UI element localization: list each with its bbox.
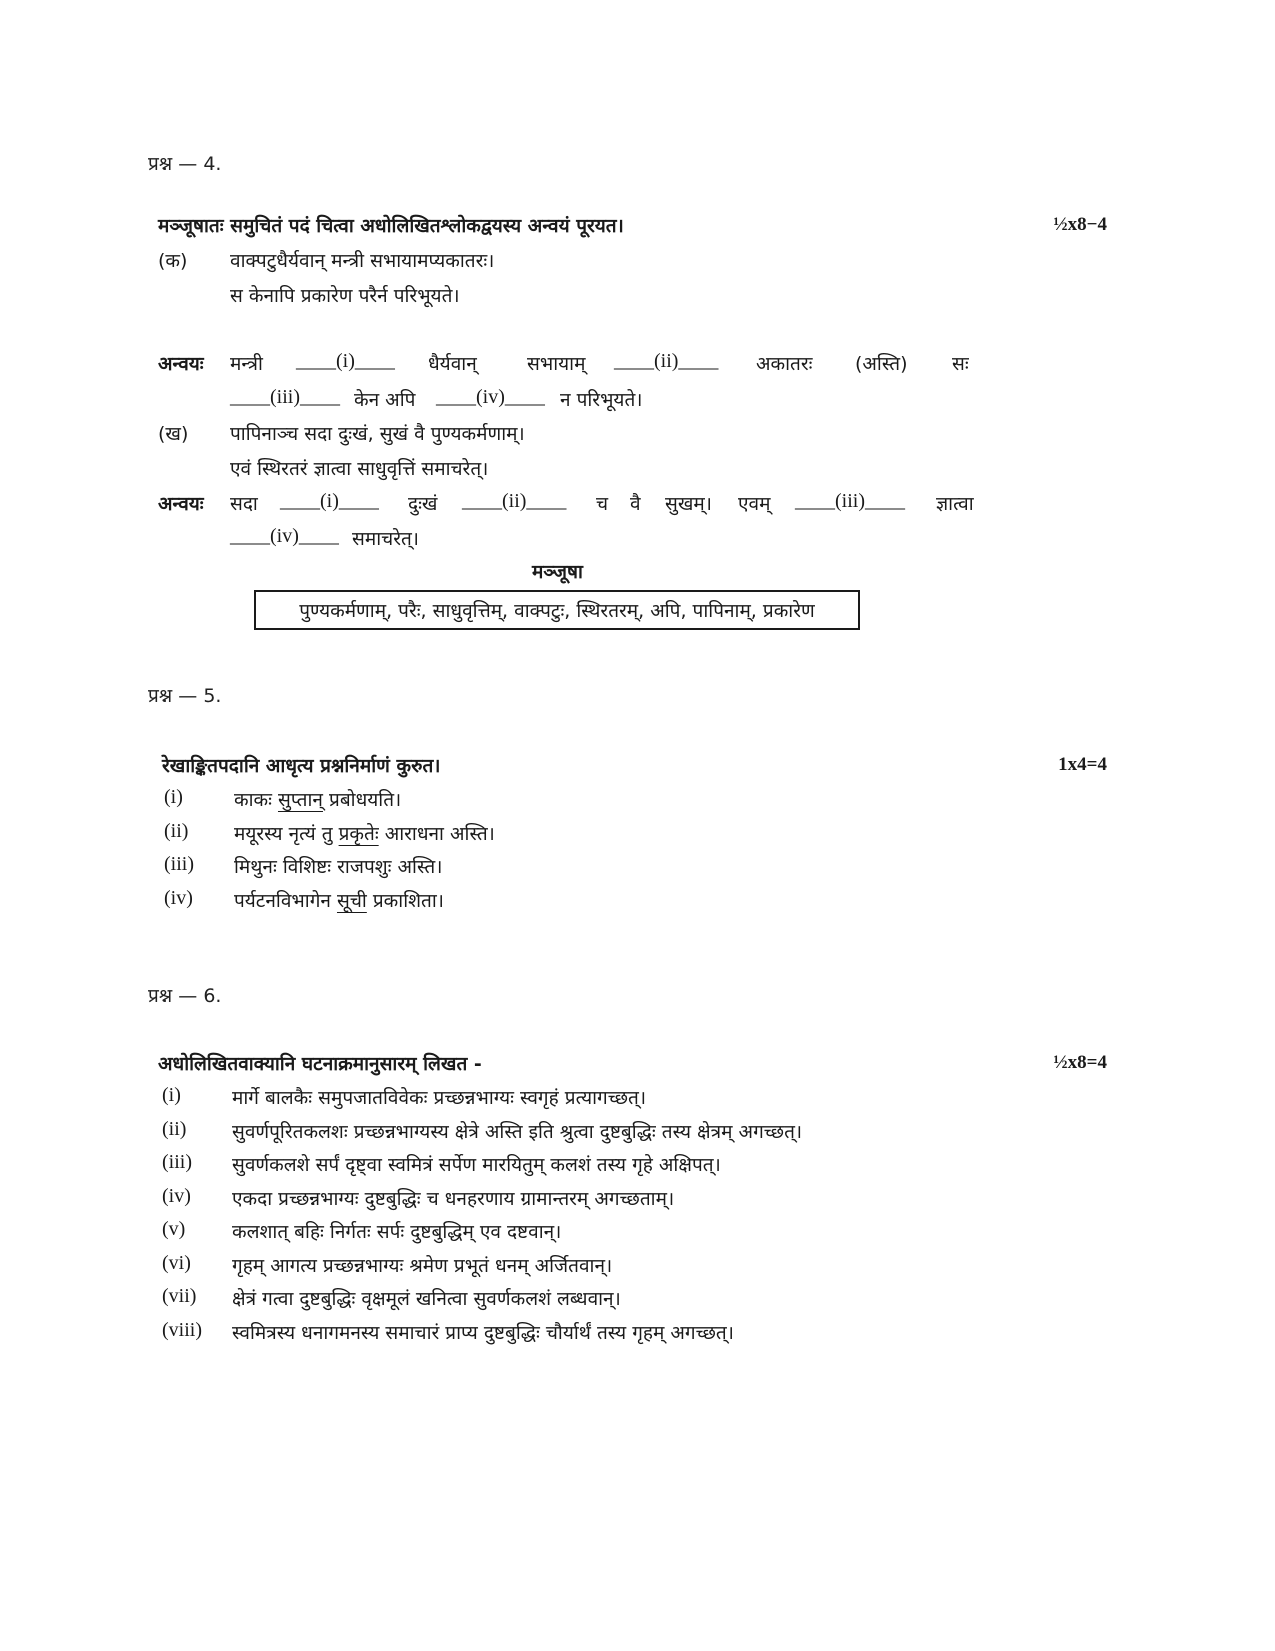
q4-anvaya1-word: धैर्यवान् bbox=[428, 353, 477, 375]
q4-marks: ½x8−4 bbox=[1053, 214, 1107, 235]
q4-anvaya2-blank-i: ____(i)____ bbox=[280, 490, 379, 512]
q4-anvaya1-word: सः bbox=[952, 353, 969, 375]
q5-item-text: मयूरस्य नृत्यं तु bbox=[234, 823, 339, 845]
q4-anvaya1-word: सभायाम् bbox=[527, 353, 586, 375]
q5-item-number: (iii) bbox=[164, 853, 194, 875]
q5-item-text: विशिष्टः राजपशुः अस्ति। bbox=[282, 856, 443, 878]
q5-item-number: (iv) bbox=[164, 887, 193, 909]
q4-anvaya2-label: अन्वयः bbox=[158, 493, 204, 515]
q4-anvaya2-blank-iv: ____(iv)____ bbox=[230, 525, 339, 547]
q5-item-text: मिथुनः bbox=[234, 856, 283, 878]
q5-item-text: प्रबोधयति। bbox=[322, 789, 402, 811]
q6-item-number: (v) bbox=[162, 1218, 186, 1240]
q4-kha-label: (ख) bbox=[158, 423, 189, 445]
q6-instruction: अधोलिखितवाक्यानि घटनाक्रमानुसारम् लिखत - bbox=[158, 1053, 482, 1075]
q6-item-sentence: कलशात् बहिः निर्गतः सर्पः दुष्टबुद्धिम् एव दष्टवान्। bbox=[232, 1221, 562, 1243]
q4-anvaya1-blank-iii: ____(iii)____ bbox=[230, 386, 340, 408]
q4-anvaya1-word: न परिभूयते। bbox=[560, 389, 643, 411]
q6-item-sentence: स्वमित्रस्य धनागमनस्य समाचारं प्राप्य दुष्टबुद्धिः चौर्यार्थं तस्य गृहम् अगच्छत्। bbox=[232, 1322, 734, 1344]
q6-item-number: (vii) bbox=[162, 1285, 197, 1307]
q5-item-text: प्रकाशिता। bbox=[366, 890, 444, 912]
q4-anvaya2-word: समाचरेत्। bbox=[352, 528, 419, 550]
q4-anvaya2-word: ज्ञात्वा bbox=[936, 493, 974, 515]
q6-item-sentence: मार्गे बालकैः समुपजातविवेकः प्रच्छन्नभाग्यः स्वगृहं प्रत्यागच्छत्। bbox=[232, 1087, 647, 1109]
q5-marks: 1x4=4 bbox=[1058, 754, 1107, 775]
q5-underlined-word: प्रकृतेः bbox=[338, 823, 379, 845]
q5-item-sentence bbox=[234, 820, 495, 846]
q4-anvaya2-word: सदा bbox=[230, 493, 258, 515]
q4-heading: प्रश्न — 4. bbox=[148, 153, 222, 175]
q4-anvaya1-word: (अस्ति) bbox=[855, 353, 908, 375]
manjusha-words: पुण्यकर्मणाम्, परैः, साधुवृत्तिम्, वाक्पटुः, स्थिरतरम्, अपि, पापिनाम्, प्रकारेण bbox=[299, 600, 815, 622]
q4-anvaya1-blank-iv: ____(iv)____ bbox=[436, 386, 545, 408]
q5-underlined-word: सुप्तान् bbox=[277, 789, 323, 811]
q6-item-number: (iv) bbox=[162, 1185, 191, 1207]
q6-item-number: (vi) bbox=[162, 1252, 191, 1274]
q4-anvaya2-word: वै bbox=[630, 493, 641, 515]
q5-item-number: (ii) bbox=[164, 820, 189, 842]
q4-ka-label: (क) bbox=[158, 250, 188, 272]
q5-item-text: आराधना अस्ति। bbox=[378, 823, 495, 845]
q5-underlined-word: सूची bbox=[336, 890, 367, 912]
q4-ka-line2: स केनापि प्रकारेण परैर्न परिभूयते। bbox=[230, 285, 460, 307]
q6-item-number: (viii) bbox=[162, 1319, 202, 1341]
q4-anvaya1-label: अन्वयः bbox=[158, 353, 204, 375]
q4-anvaya2-word: च bbox=[596, 493, 609, 515]
q6-heading: प्रश्न — 6. bbox=[148, 985, 222, 1007]
q4-kha-line1: पापिनाञ्च सदा दुःखं, सुखं वै पुण्यकर्मणाम्। bbox=[230, 423, 525, 445]
q6-item-number: (i) bbox=[162, 1084, 181, 1106]
q6-item-sentence: गृहम् आगत्य प्रच्छन्नभाग्यः श्रमेण प्रभूतं धनम् अर्जितवान्। bbox=[232, 1255, 613, 1277]
q4-instruction: मञ्जूषातः समुचितं पदं चित्वा अधोलिखितश्लोकद्वयस्य अन्वयं पूरयत। bbox=[158, 215, 624, 237]
q6-item-sentence: क्षेत्रं गत्वा दुष्टबुद्धिः वृक्षमूलं खनित्वा सुवर्णकलशं लब्धवान्। bbox=[232, 1288, 621, 1310]
q6-marks: ½x8=4 bbox=[1053, 1052, 1107, 1073]
q6-item-sentence: सुवर्णपूरितकलशः प्रच्छन्नभाग्यस्य क्षेत्रे अस्ति इति श्रुत्वा दुष्टबुद्धिः तस्य क्षेत्रम् अगच्छत्। bbox=[232, 1121, 803, 1143]
q4-anvaya1-blank-i: ____(i)____ bbox=[296, 350, 395, 372]
q5-item-sentence bbox=[234, 887, 444, 913]
q4-anvaya2-word: दुःखं bbox=[408, 493, 438, 515]
q4-anvaya1-blank-ii: ____(ii)____ bbox=[614, 350, 719, 372]
q4-anvaya2-blank-ii: ____(ii)____ bbox=[462, 490, 567, 512]
q4-anvaya1-word: मन्त्री bbox=[230, 353, 263, 375]
q5-item-sentence bbox=[234, 786, 401, 812]
manjusha-title: मञ्जूषा bbox=[532, 561, 583, 583]
q4-anvaya1-word: अकातरः bbox=[756, 353, 813, 375]
q5-item-text: पर्यटनविभागेन bbox=[234, 890, 337, 912]
q5-item-sentence bbox=[234, 853, 442, 879]
q5-item-text: काकः bbox=[234, 789, 278, 811]
q4-anvaya2-blank-iii: ____(iii)____ bbox=[795, 490, 905, 512]
q4-ka-line1: वाक्पटुधैर्यवान् मन्त्री सभायामप्यकातरः। bbox=[230, 250, 495, 272]
q6-item-sentence: सुवर्णकलशे सर्पं दृष्ट्वा स्वमित्रं सर्पेण मारयितुम् कलशं तस्य गृहे अक्षिपत्। bbox=[232, 1154, 721, 1176]
q5-instruction: रेखाङ्कितपदानि आधृत्य प्रश्ननिर्माणं कुरुत। bbox=[162, 755, 441, 777]
q4-anvaya1-word: केन अपि bbox=[354, 389, 416, 411]
q6-item-number: (ii) bbox=[162, 1118, 187, 1140]
q5-heading: प्रश्न — 5. bbox=[148, 685, 222, 707]
q4-kha-line2: एवं स्थिरतरं ज्ञात्वा साधुवृत्तिं समाचरेत्। bbox=[230, 458, 489, 480]
q4-anvaya2-word: एवम् bbox=[738, 493, 771, 515]
manjusha-word-box bbox=[254, 590, 860, 630]
q5-item-number: (i) bbox=[164, 786, 183, 808]
q6-item-number: (iii) bbox=[162, 1151, 192, 1173]
q6-item-sentence: एकदा प्रच्छन्नभाग्यः दुष्टबुद्धिः च धनहरणाय ग्रामान्तरम् अगच्छताम्। bbox=[232, 1188, 675, 1210]
q4-anvaya2-word: सुखम्। bbox=[665, 493, 712, 515]
